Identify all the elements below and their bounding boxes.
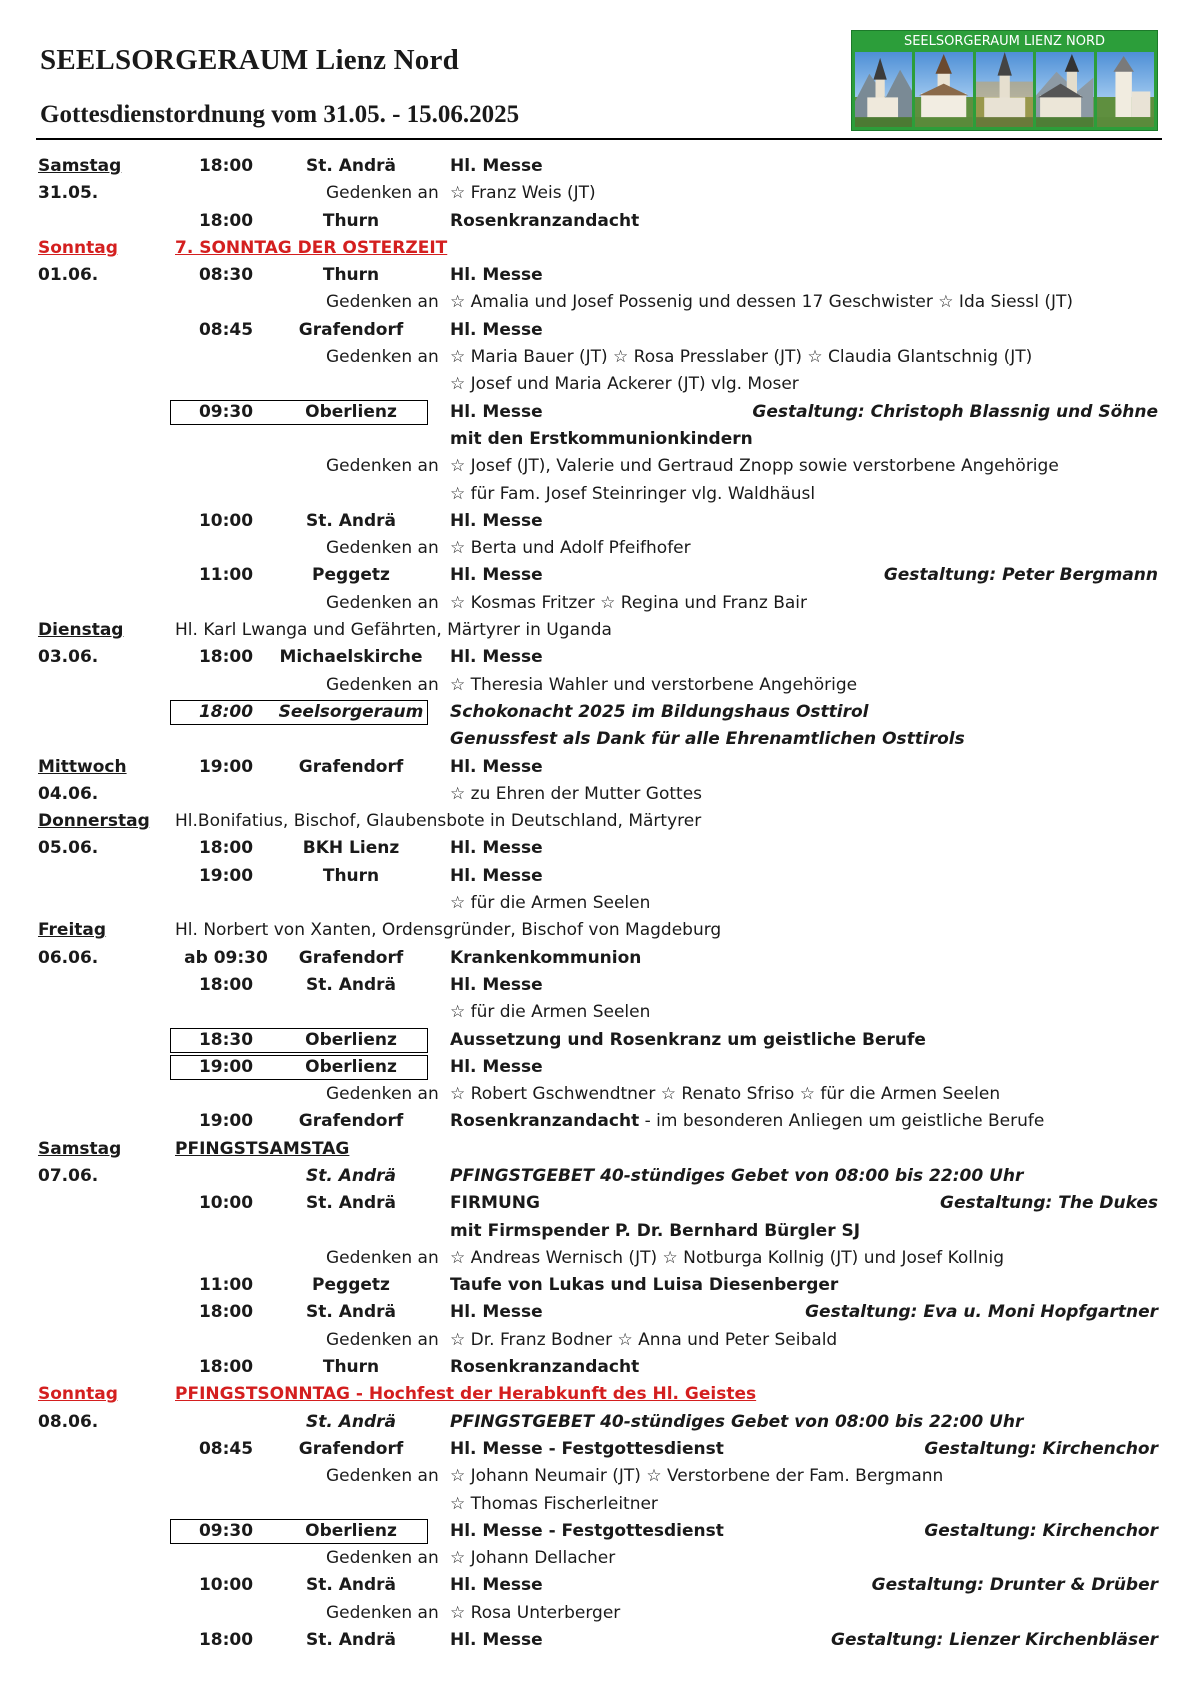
schedule-row [38, 808, 1158, 835]
location: Thurn [322, 865, 380, 886]
memorial-label: Gedenken an [326, 1247, 439, 1268]
memorial-names: ☆ Maria Bauer (JT) ☆ Rosa Presslaber (JT) ☆ Claudia Glantschnig (JT) [450, 347, 1033, 368]
page-title: SEELSORGERAUM Lienz Nord [40, 44, 459, 76]
schedule-row [38, 890, 1158, 917]
location: St. Andrä [305, 1165, 397, 1186]
schedule-row [38, 426, 1158, 453]
memorial-label: Gedenken an [326, 1084, 439, 1105]
location: Seelsorgeraum [278, 701, 424, 722]
memorial-label: Gedenken an [326, 456, 439, 477]
day-label: 08.06. [38, 1411, 99, 1432]
schedule-row [38, 1381, 1158, 1408]
schedule-row [38, 754, 1158, 781]
event-title: Hl. Messe [450, 1056, 543, 1077]
memorial-names: ☆ Theresia Wahler und verstorbene Angehörige [450, 674, 858, 695]
memorial-names: ☆ für die Armen Seelen [450, 893, 651, 914]
music-note: Gestaltung: Drunter & Drüber [871, 1575, 1158, 1596]
time: 18:00 [198, 1357, 254, 1378]
schedule-row [38, 317, 1158, 344]
schedule-row [38, 535, 1158, 562]
location: Thurn [322, 1357, 380, 1378]
location: Oberlienz [305, 1056, 397, 1077]
memorial-label: Gedenken an [326, 674, 439, 695]
event-title: Hl. Messe [450, 647, 543, 668]
feast-title: PFINGSTSAMSTAG [175, 1138, 350, 1159]
location: Grafendorf [298, 1438, 404, 1459]
location: St. Andrä [305, 510, 397, 531]
schedule-row [38, 208, 1158, 235]
schedule-row [38, 1108, 1158, 1135]
schedule-row [38, 344, 1158, 371]
memorial-label: Gedenken an [326, 347, 439, 368]
memorial-label: Gedenken an [326, 538, 439, 559]
event-title: Aussetzung und Rosenkranz um geistliche Berufe [450, 1029, 926, 1050]
event-title: PFINGSTGEBET 40-stündiges Gebet von 08:00 bis 22:00 Uhr [450, 1165, 1024, 1186]
church-photo-2 [915, 52, 972, 127]
schedule-row [38, 1081, 1158, 1108]
schedule-row [38, 153, 1158, 180]
schedule-row [38, 1054, 1158, 1081]
day-label: Mittwoch [38, 756, 127, 777]
time: 18:00 [198, 210, 254, 231]
schedule-row [38, 1136, 1158, 1163]
time: 18:00 [198, 647, 254, 668]
schedule-row [38, 1409, 1158, 1436]
memorial-label: Gedenken an [326, 292, 439, 313]
time: 10:00 [198, 1193, 254, 1214]
schedule-row [38, 699, 1158, 726]
music-note: Gestaltung: Kirchenchor [924, 1520, 1158, 1541]
schedule-row [38, 863, 1158, 890]
location: St. Andrä [305, 156, 397, 176]
day-label: Freitag [38, 920, 107, 941]
time: 11:00 [198, 1275, 254, 1296]
time: 19:00 [198, 756, 254, 777]
event-title: Rosenkranzandacht [450, 210, 640, 231]
schedule-row [38, 562, 1158, 589]
music-note: Gestaltung: Lienzer Kirchenbläser [831, 1630, 1158, 1651]
location: Michaelskirche [279, 647, 423, 668]
event-remark: - im besonderen Anliegen um geistliche Berufe [639, 1111, 1045, 1132]
time: 19:00 [198, 865, 254, 886]
schedule-row [38, 1354, 1158, 1381]
service-schedule [38, 153, 1158, 1654]
feast-title: Hl. Norbert von Xanten, Ordensgründer, Bischof von Magdeburg [175, 920, 722, 941]
location: Thurn [322, 265, 380, 286]
header-divider [36, 138, 1162, 140]
music-note: Gestaltung: Kirchenchor [924, 1438, 1158, 1459]
schedule-row [38, 1545, 1158, 1572]
location: Grafendorf [298, 756, 404, 777]
time: 09:30 [198, 1520, 254, 1541]
event-title: Rosenkranzandacht - im besonderen Anliegen um geistliche Berufe [450, 1111, 1045, 1132]
memorial-names: ☆ Josef und Maria Ackerer (JT) vlg. Moser [450, 374, 799, 395]
church-photos [855, 52, 1154, 127]
event-title: Genussfest als Dank für alle Ehrenamtlichen Osttirols [450, 729, 965, 750]
event-title: Hl. Messe [450, 319, 543, 340]
location: Oberlienz [305, 1520, 397, 1541]
event-title: Hl. Messe [450, 1630, 543, 1651]
schedule-row [38, 1272, 1158, 1299]
schedule-row [38, 399, 1158, 426]
memorial-names: ☆ Franz Weis (JT) [450, 183, 596, 204]
schedule-row [38, 1027, 1158, 1054]
schedule-row [38, 1627, 1158, 1654]
event-title: Hl. Messe [450, 756, 543, 777]
location: Grafendorf [298, 1111, 404, 1132]
memorial-names: ☆ Thomas Fischerleitner [450, 1493, 658, 1514]
schedule-row [38, 1491, 1158, 1518]
time: 19:00 [198, 1111, 254, 1132]
event-title: Hl. Messe [450, 1575, 543, 1596]
event-title: Hl. Messe - Festgottesdienst [450, 1438, 724, 1459]
feast-title: Hl.Bonifatius, Bischof, Glaubensbote in Deutschland, Märtyrer [175, 811, 702, 832]
memorial-label: Gedenken an [326, 592, 439, 613]
memorial-names: ☆ Amalia und Josef Possenig und dessen 17 Geschwister ☆ Ida Siessl (JT) [450, 292, 1074, 313]
schedule-row [38, 726, 1158, 753]
schedule-row [38, 1190, 1158, 1217]
time: 18:00 [198, 838, 254, 859]
schedule-row [38, 289, 1158, 316]
parish-logo [851, 30, 1158, 131]
schedule-row [38, 835, 1158, 862]
time: 08:45 [198, 319, 254, 340]
schedule-row [38, 481, 1158, 508]
day-label: 04.06. [38, 783, 99, 804]
location: St. Andrä [305, 974, 397, 995]
location: Peggetz [312, 1275, 390, 1296]
schedule-row [38, 917, 1158, 944]
church-photo-5 [1097, 52, 1154, 127]
event-title: Hl. Messe - Festgottesdienst [450, 1520, 724, 1541]
church-photo-1 [855, 52, 912, 127]
location: St. Andrä [305, 1630, 397, 1651]
event-title: Taufe von Lukas und Luisa Diesenberger [450, 1275, 839, 1296]
time: 18:00 [198, 1630, 254, 1651]
memorial-label: Gedenken an [326, 183, 439, 204]
day-label: Samstag [38, 156, 122, 176]
schedule-row [38, 1163, 1158, 1190]
event-title: PFINGSTGEBET 40-stündiges Gebet von 08:00 bis 22:00 Uhr [450, 1411, 1024, 1432]
logo-text: SEELSORGERAUM LIENZ NORD [903, 34, 1106, 49]
event-title: Hl. Messe [450, 401, 543, 422]
schedule-row [38, 590, 1158, 617]
day-label: 03.06. [38, 647, 99, 668]
location: St. Andrä [305, 1302, 397, 1323]
memorial-names: ☆ Robert Gschwendtner ☆ Renato Sfriso ☆ für die Armen Seelen [450, 1084, 1001, 1105]
event-title: mit den Erstkommunionkindern [450, 428, 753, 449]
time: 10:00 [198, 1575, 254, 1596]
schedule-row [38, 508, 1158, 535]
memorial-names: ☆ Johann Dellacher [450, 1548, 616, 1569]
time: 18:00 [198, 974, 254, 995]
time: 18:00 [198, 1302, 254, 1323]
day-label: Dienstag [38, 620, 124, 641]
location: Grafendorf [298, 319, 404, 340]
memorial-label: Gedenken an [326, 1466, 439, 1487]
event-title: Hl. Messe [450, 510, 543, 531]
memorial-names: ☆ Johann Neumair (JT) ☆ Verstorbene der Fam. Bergmann [450, 1466, 944, 1487]
church-photo-3 [976, 52, 1033, 127]
day-label: Donnerstag [38, 811, 150, 832]
location: Peggetz [312, 565, 390, 586]
day-label: 31.05. [38, 183, 99, 204]
event-title: Hl. Messe [450, 974, 543, 995]
day-label: Samstag [38, 1138, 122, 1159]
time: 18:00 [198, 701, 254, 722]
feast-title: 7. SONNTAG DER OSTERZEIT [175, 237, 448, 258]
event-title: Hl. Messe [450, 156, 543, 176]
time: 18:00 [198, 156, 254, 176]
location: St. Andrä [305, 1411, 397, 1432]
schedule-row [38, 1218, 1158, 1245]
time: ab 09:30 [184, 947, 268, 968]
day-label: 06.06. [38, 947, 99, 968]
memorial-label: Gedenken an [326, 1548, 439, 1569]
memorial-names: ☆ zu Ehren der Mutter Gottes [450, 783, 703, 804]
music-note: Gestaltung: Christoph Blassnig und Söhne [752, 401, 1158, 422]
location: Grafendorf [298, 947, 404, 968]
page-subtitle: Gottesdienstordnung vom 31.05. - 15.06.2025 [40, 101, 520, 128]
memorial-names: ☆ Berta und Adolf Pfeifhofer [450, 538, 691, 559]
schedule-row [38, 1436, 1158, 1463]
schedule-row [38, 781, 1158, 808]
location: St. Andrä [305, 1193, 397, 1214]
location: Oberlienz [305, 401, 397, 422]
schedule-row [38, 180, 1158, 207]
memorial-names: ☆ für die Armen Seelen [450, 1002, 651, 1023]
location: Thurn [322, 210, 380, 231]
event-title: Hl. Messe [450, 565, 543, 586]
schedule-row [38, 1518, 1158, 1545]
memorial-label: Gedenken an [326, 1329, 439, 1350]
schedule-row [38, 617, 1158, 644]
event-title: Hl. Messe [450, 838, 543, 859]
music-note: Gestaltung: The Dukes [940, 1193, 1158, 1214]
location: BKH Lienz [302, 838, 400, 859]
church-photo-4 [1036, 52, 1093, 127]
location: Oberlienz [305, 1029, 397, 1050]
event-title: Hl. Messe [450, 1302, 543, 1323]
feast-title: PFINGSTSONNTAG - Hochfest der Herabkunft des Hl. Geistes [175, 1384, 757, 1405]
schedule-row [38, 453, 1158, 480]
event-title: Hl. Messe [450, 265, 543, 286]
time: 19:00 [198, 1056, 254, 1077]
event-title: Krankenkommunion [450, 947, 642, 968]
schedule-row [38, 371, 1158, 398]
schedule-row [38, 235, 1158, 262]
time: 10:00 [198, 510, 254, 531]
schedule-row [38, 672, 1158, 699]
music-note: Gestaltung: Peter Bergmann [883, 565, 1158, 586]
time: 18:30 [198, 1029, 254, 1050]
schedule-row [38, 1245, 1158, 1272]
time: 08:30 [198, 265, 254, 286]
time: 09:30 [198, 401, 254, 422]
schedule-row [38, 1600, 1158, 1627]
event-title: Rosenkranzandacht [450, 1357, 640, 1378]
schedule-row [38, 972, 1158, 999]
day-label: 07.06. [38, 1165, 99, 1186]
event-title: Schokonacht 2025 im Bildungshaus Osttirol [450, 701, 869, 722]
schedule-row [38, 999, 1158, 1026]
schedule-row [38, 1299, 1158, 1326]
schedule-row [38, 644, 1158, 671]
event-title: mit Firmspender P. Dr. Bernhard Bürgler SJ [450, 1220, 861, 1241]
memorial-names: ☆ Kosmas Fritzer ☆ Regina und Franz Bair [450, 592, 807, 613]
schedule-row [38, 1572, 1158, 1599]
memorial-names: ☆ Dr. Franz Bodner ☆ Anna und Peter Seibald [450, 1329, 838, 1350]
memorial-names: ☆ Andreas Wernisch (JT) ☆ Notburga Kollnig (JT) und Josef Kollnig [450, 1247, 1005, 1268]
event-title: Hl. Messe [450, 865, 543, 886]
event-title: FIRMUNG [450, 1193, 540, 1214]
day-label: 05.06. [38, 838, 99, 859]
music-note: Gestaltung: Eva u. Moni Hopfgartner [805, 1302, 1158, 1323]
memorial-names: ☆ für Fam. Josef Steinringer vlg. Waldhäusl [450, 483, 816, 504]
schedule-row [38, 1327, 1158, 1354]
day-label: Sonntag [38, 1384, 118, 1405]
feast-title: Hl. Karl Lwanga und Gefährten, Märtyrer in Uganda [175, 620, 612, 641]
time: 11:00 [198, 565, 254, 586]
location: St. Andrä [305, 1575, 397, 1596]
day-label: Sonntag [38, 237, 118, 258]
memorial-names: ☆ Rosa Unterberger [450, 1602, 621, 1623]
memorial-label: Gedenken an [326, 1602, 439, 1623]
schedule-row [38, 945, 1158, 972]
memorial-names: ☆ Josef (JT), Valerie und Gertraud Znopp sowie verstorbene Angehörige [450, 456, 1059, 477]
time: 08:45 [198, 1438, 254, 1459]
day-label: 01.06. [38, 265, 99, 286]
schedule-row [38, 1463, 1158, 1490]
schedule-row [38, 262, 1158, 289]
